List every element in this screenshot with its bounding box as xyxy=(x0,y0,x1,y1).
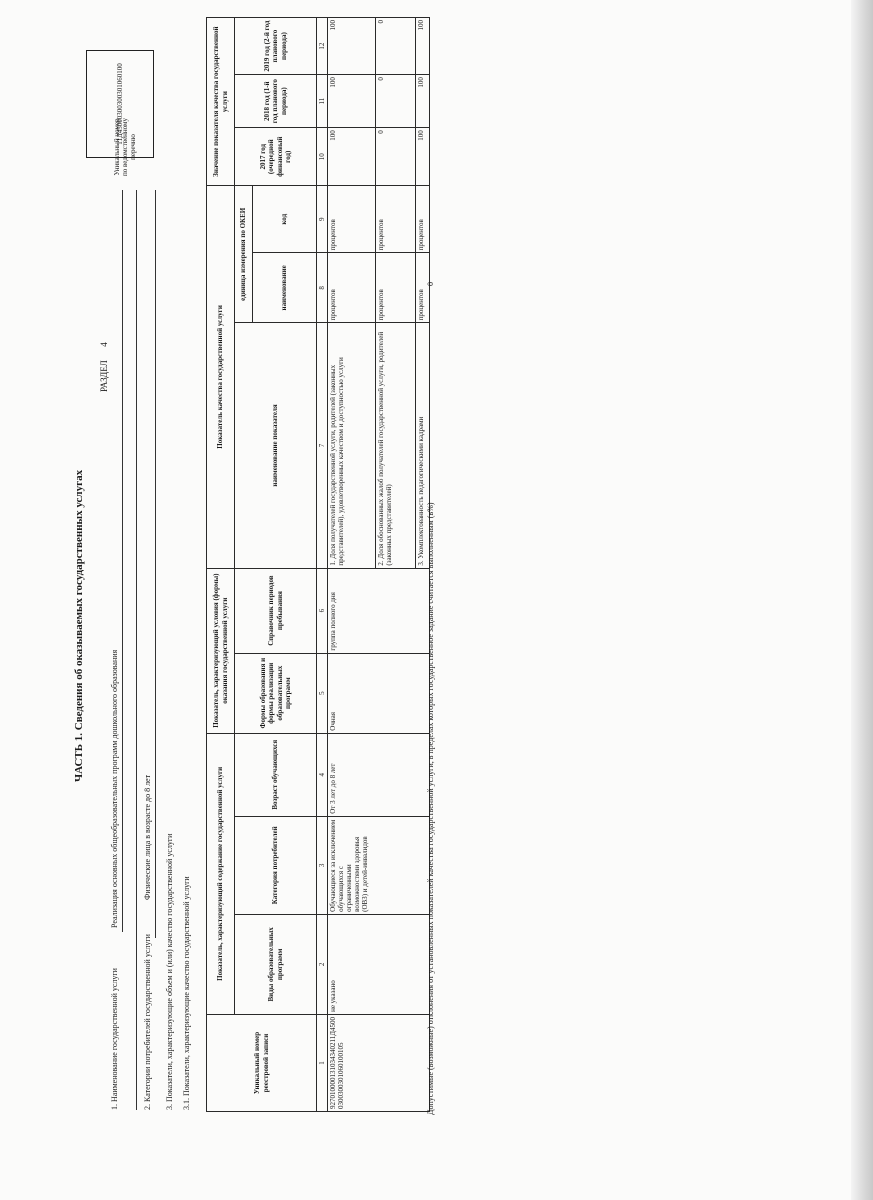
header-content-group: Показатель, характеризующий содержание государственной услуги xyxy=(207,733,235,1014)
header-unit-name: наименование xyxy=(253,253,317,323)
header-forms: Формы образования и формы реализации образовательных программ xyxy=(235,653,317,733)
header-program-types: Виды образовательных программ xyxy=(235,914,317,1014)
header-unit-code: код xyxy=(253,186,317,253)
unit-name-cell: процентов xyxy=(416,253,430,323)
column-number: 6 xyxy=(317,568,328,653)
header-year-2018: 2018 год (1-й год планового периода) xyxy=(235,75,317,128)
indicator-name-cell: 1. Доля получателей государственной услуги, родителей (законных представителей), удовлетворенных качеством и доступностью услуги xyxy=(328,323,376,568)
value-2017-cell: 100 xyxy=(416,128,430,186)
header-year-2017: 2017 год (очередной финансовый год) xyxy=(235,128,317,186)
consumer-category-label: 2. Категории потребителей государственной услуги xyxy=(143,934,152,1110)
unit-code-cell: процентов xyxy=(328,186,376,253)
header-quality-group: Показатель качества государственной услуги xyxy=(207,186,235,568)
value-2019-cell: 100 xyxy=(328,18,376,75)
header-registry-number: Уникальный номер реестровой записи xyxy=(207,1014,317,1111)
column-number: 4 xyxy=(317,733,328,816)
column-number: 8 xyxy=(317,253,328,323)
header-unit-group: единица измерения по ОКЕИ xyxy=(235,186,253,323)
value-2017-cell: 0 xyxy=(376,128,416,186)
unit-name-cell: процентов xyxy=(328,253,376,323)
column-number: 10 xyxy=(317,128,328,186)
unit-code-cell: процентов xyxy=(376,186,416,253)
stay-period-cell: группа полного дня xyxy=(328,568,430,653)
header-year-2019: 2019 год (2-й год планового периода) xyxy=(235,18,317,75)
section-label-text: РАЗДЕЛ xyxy=(99,360,109,392)
unique-number-box xyxy=(86,50,154,158)
deviation-text: Допустимые (возможные) отклонения от установленных показателей качества государственной услуги, в пределах которых государственное задание считается выполненным (в%) xyxy=(426,502,435,1115)
value-2019-cell: 100 xyxy=(416,18,430,75)
header-value-group: Значение показателя качества государственной услуги xyxy=(207,18,235,186)
column-number-row xyxy=(317,18,328,1112)
service-name-underline-2 xyxy=(136,190,137,1110)
column-number: 2 xyxy=(317,914,328,1014)
unit-name-cell: процентов xyxy=(376,253,416,323)
column-number: 11 xyxy=(317,75,328,128)
consumer-category-underline xyxy=(155,190,156,938)
item-3-text: 3. Показатели, характеризующие объем и (или) качество государственной услуги xyxy=(165,833,174,1110)
indicator-name-cell: 3. Укомплектованность педагогическими кадрами xyxy=(416,323,430,568)
value-2018-cell: 0 xyxy=(376,75,416,128)
service-name-value: Реализация основных общеобразовательных программ дошкольного образования xyxy=(110,649,119,928)
column-number: 1 xyxy=(317,1014,328,1111)
service-name-label: 1. Наименование государственной услуги xyxy=(110,968,119,1110)
deviation-value: 0 xyxy=(426,282,435,286)
consumer-category-value: Физические лица в возрасте до 8 лет xyxy=(143,774,152,900)
table-row xyxy=(328,18,376,1112)
section-number: 4 xyxy=(99,342,109,347)
unique-number-label: Уникальный номер по ведомственному перечню xyxy=(113,118,138,176)
quality-table xyxy=(206,17,430,1112)
program-type-cell: не указано xyxy=(328,914,430,1014)
unit-code-cell: процентов xyxy=(416,186,430,253)
form-cell: Очная xyxy=(328,653,430,733)
value-2019-cell: 0 xyxy=(376,18,416,75)
column-number: 7 xyxy=(317,323,328,568)
service-name-underline xyxy=(122,190,123,932)
column-number: 3 xyxy=(317,816,328,914)
age-cell: От 3 лет до 8 лет xyxy=(328,733,430,816)
value-2018-cell: 100 xyxy=(416,75,430,128)
item-3-1-text: 3.1. Показатели, характеризующие качество государственной услуги xyxy=(182,876,191,1110)
registry-number-cell: 927010000131034340211Д45000300300301060100105 xyxy=(328,1014,430,1111)
header-consumer-category: Категория потребителей xyxy=(235,816,317,914)
indicator-name-cell: 2. Доля обоснованных жалоб получателей государственной услуги, родителей (законных представителей) xyxy=(376,323,416,568)
section-label xyxy=(99,342,109,392)
consumer-cell: Обучающиеся за исключением обучающихся с ограниченными возможностями здоровья (ОВЗ) и детей-инвалидов xyxy=(328,816,430,914)
header-stay-periods: Справочник периодов пребывания xyxy=(235,568,317,653)
value-2018-cell: 100 xyxy=(328,75,376,128)
part-title: ЧАСТЬ 1. Сведения об оказываемых государственных услугах xyxy=(73,469,85,782)
scan-edge-shadow xyxy=(851,0,873,1200)
column-number: 5 xyxy=(317,653,328,733)
unique-number-value: 11Д45000300300301060100 xyxy=(115,63,124,145)
value-2017-cell: 100 xyxy=(328,128,376,186)
header-indicator-name: наименование показателя xyxy=(235,323,317,568)
column-number: 9 xyxy=(317,186,328,253)
header-conditions-group: Показатель, характеризующий условия (формы) оказания государственной услуги xyxy=(207,568,235,733)
column-number: 12 xyxy=(317,18,328,75)
header-age: Возраст обучающихся xyxy=(235,733,317,816)
